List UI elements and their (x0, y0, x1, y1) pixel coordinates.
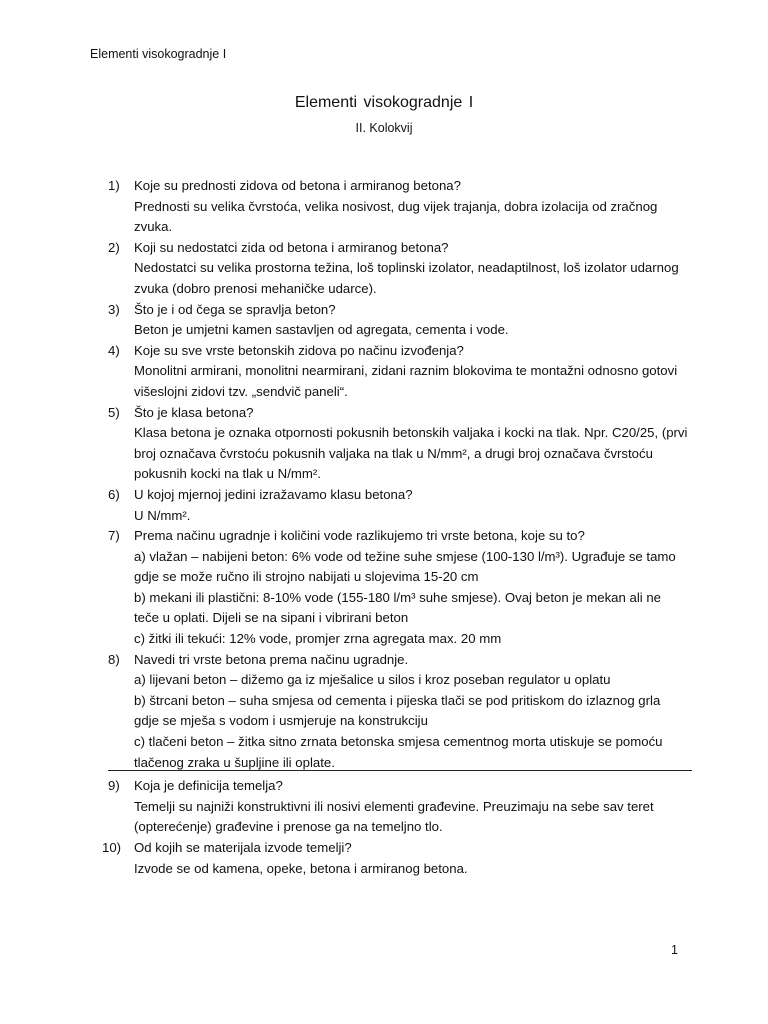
answer-text: Prednosti su velika čvrstoća, velika nosivost, dug vijek trajanja, dobra izolacija od zračnog zvuka. (134, 198, 658, 235)
question-item (108, 238, 688, 300)
answer-text: Izvode se od kamena, opeke, betona i armiranog betona. (134, 860, 468, 876)
question-text: Od kojih se materijala izvode temelji? (134, 840, 352, 855)
question-number: 9) (108, 778, 120, 794)
question-item (108, 526, 688, 650)
question-item (102, 838, 688, 879)
answer-text: Klasa betona je oznaka otpornosti pokusnih betonskih valjaka i kocki na tlak. Npr. C20/25, (prvi broj označava čvrstoću pokusnih valjaka na tlak u N/mm², a drugi broj označava čvrstoću pokusnih kocki na tlak u N/mm². (134, 425, 688, 482)
question-number: 8) (108, 651, 120, 667)
question-item (108, 776, 688, 838)
answer-text: Beton je umjetni kamen sastavljen od agregata, cementa i vode. (134, 322, 509, 338)
answer-line: b) štrcani beton – suha smjesa od cementa i pijeska tlači se pod pritiskom do izlaznog grla gdje se mješa s vodom i usmjeruje na konstrukciju (134, 692, 661, 729)
question-list (102, 176, 688, 879)
question-number: 6) (108, 486, 120, 502)
page-number: 1 (671, 943, 678, 957)
horizontal-divider (108, 770, 692, 771)
question-item (108, 341, 688, 403)
question-text: Što je i od čega se spravlja beton? (134, 301, 336, 317)
question-number: 2) (108, 239, 120, 255)
question-number: 5) (108, 404, 120, 420)
question-text: U kojoj mjernoj jedini izražavamo klasu betona? (134, 486, 413, 502)
answer-text: Nedostatci su velika prostorna težina, loš toplinski izolator, neadaptilnost, loš izolator udarnog zvuka (dobro prenosi mehaničke udarce). (134, 260, 679, 296)
question-number: 1) (108, 178, 120, 193)
question-text: Prema načinu ugradnje i količini vode razlikujemo tri vrste betona, koje su to? (134, 528, 585, 544)
answer-line: a) lijevani beton – dižemo ga iz mješalice u silos i kroz poseban regulator u oplatu (134, 672, 611, 688)
answer-line: c) tlačeni beton – žitka sitno zrnata betonska smjesa cementnog morta utiskuje se pomoću tlačenog zraka u šupljine ili oplate. (134, 734, 663, 770)
answer-line: c) žitki ili tekući: 12% vode, promjer zrna agregata max. 20 mm (134, 631, 502, 647)
document-subtitle: II. Kolokvij (355, 121, 413, 135)
answer-text: U N/mm². (134, 507, 191, 523)
answer-text: Temelji su najniži konstruktivni ili nosivi elementi građevine. Preuzimaju na sebe sav teret (opterećenje) građevine i prenose ga na temeljno tlo. (134, 798, 654, 835)
question-number: 10) (102, 840, 122, 855)
question-item (108, 176, 688, 238)
question-item (108, 300, 688, 341)
document-title: Elementi visokogradnje I (294, 94, 474, 111)
question-text: Navedi tri vrste betona prema načinu ugradnje. (134, 651, 409, 667)
question-number: 7) (108, 528, 120, 544)
answer-text: Monolitni armirani, monolitni nearmirani, zidani raznim blokovima te montažni odnosno gotovi višeslojni zidovi tzv. „sendvič paneli“. (134, 363, 678, 399)
question-number: 4) (108, 342, 120, 358)
question-number: 3) (108, 301, 120, 317)
question-text: Koji su nedostatci zida od betona i armiranog betona? (134, 239, 449, 255)
question-text: Koje su sve vrste betonskih zidova po načinu izvođenja? (134, 342, 464, 358)
question-item (108, 650, 688, 774)
question-text: Koje su prednosti zidova od betona i armiranog betona? (134, 178, 461, 193)
question-item (108, 403, 688, 485)
question-text: Što je klasa betona? (134, 404, 254, 420)
running-header: Elementi visokogradnje I (90, 47, 227, 61)
question-text: Koja je definicija temelja? (134, 778, 283, 794)
answer-line: b) mekani ili plastični: 8-10% vode (155-180 l/m³ suhe smjese). Ovaj beton je mekan ali ne teče u oplati. Dijeli se na sipani i vibrirani beton (134, 589, 662, 626)
answer-line: a) vlažan – nabijeni beton: 6% vode od težine suhe smjese (100-130 l/m³). Ugrađuje se tamo gdje se može ručno ili strojno nabijati u slojevima 15-20 cm (134, 548, 676, 585)
question-item (108, 485, 688, 526)
